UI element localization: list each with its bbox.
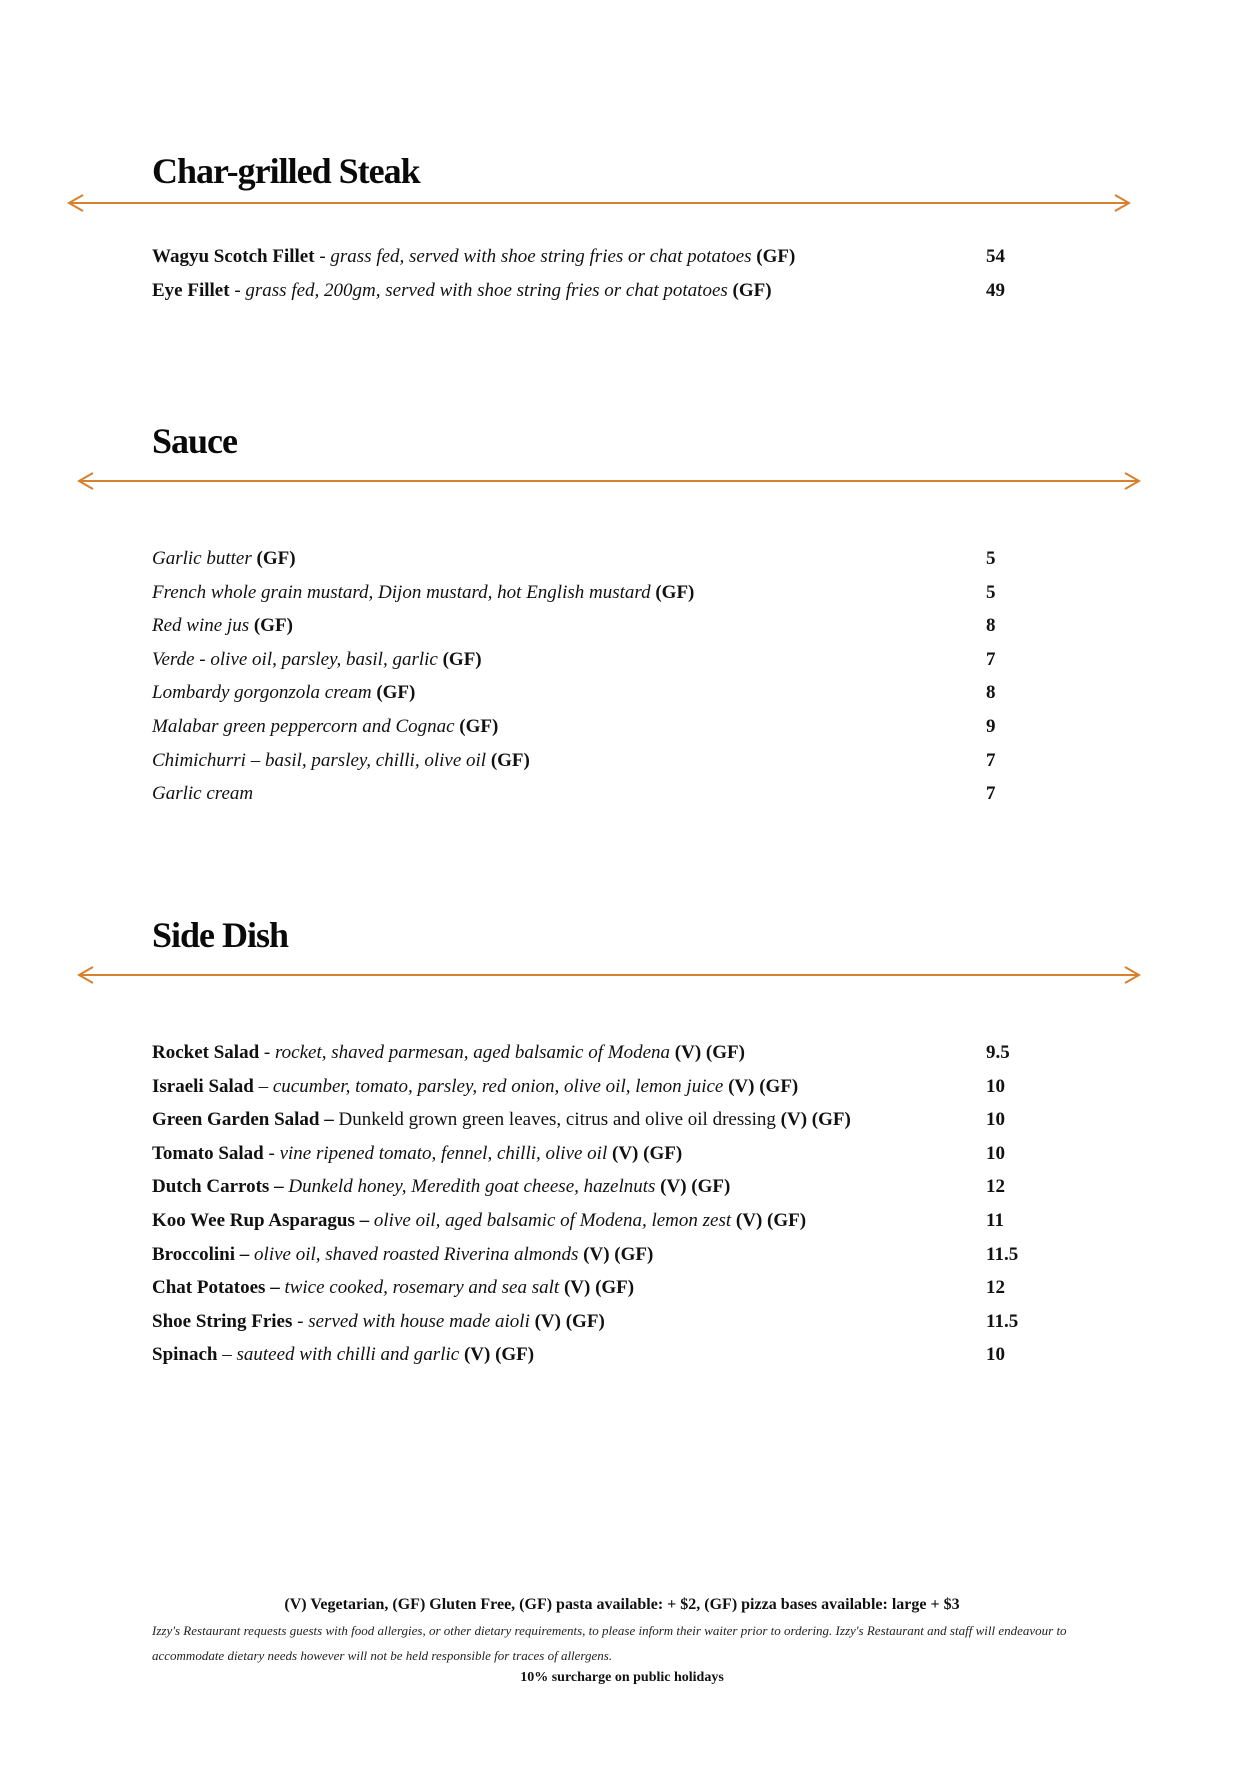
item-name: Garlic butter bbox=[152, 548, 252, 569]
item-separator: – bbox=[265, 1277, 285, 1299]
item-dietary: (V) (GF) bbox=[780, 1109, 851, 1131]
menu-footer bbox=[152, 1596, 1092, 1686]
item-separator: - bbox=[263, 1142, 280, 1164]
item-description: vine ripened tomato, fennel, chilli, olive oil bbox=[279, 1142, 608, 1164]
item-price: 10 bbox=[986, 1344, 1005, 1366]
item-separator: – bbox=[354, 1209, 374, 1231]
item-dietary: (V) (GF) bbox=[660, 1176, 731, 1198]
item-dietary: (V) (GF) bbox=[612, 1142, 683, 1164]
item-separator: - bbox=[229, 279, 246, 301]
item-price: 10 bbox=[986, 1142, 1005, 1164]
item-dietary: (GF) bbox=[253, 615, 293, 637]
item-name: Lombardy gorgonzola cream bbox=[152, 682, 372, 704]
item-name: Dutch Carrots bbox=[152, 1176, 270, 1198]
item-dietary: (GF) bbox=[256, 548, 296, 569]
sides-list bbox=[152, 1036, 1052, 1372]
menu-item bbox=[152, 1137, 1052, 1171]
menu-item bbox=[152, 1170, 1052, 1204]
item-price: 10 bbox=[986, 1075, 1005, 1097]
item-name: Green Garden Salad bbox=[152, 1109, 320, 1131]
item-dietary: (V) (GF) bbox=[463, 1344, 535, 1366]
item-price: 11 bbox=[986, 1209, 1004, 1231]
item-name: Eye Fillet bbox=[152, 279, 230, 301]
item-price: 7 bbox=[986, 783, 996, 805]
item-dietary: (V) (GF) bbox=[563, 1277, 635, 1299]
section-title-sauce: Sauce bbox=[152, 421, 237, 461]
item-price: 7 bbox=[986, 749, 996, 771]
item-name: Verde - olive oil, parsley, basil, garlic bbox=[152, 648, 438, 670]
menu-item bbox=[152, 643, 1052, 677]
item-price: 5 bbox=[986, 548, 996, 569]
item-dietary: (GF) bbox=[459, 715, 499, 737]
item-dietary: (GF) bbox=[490, 749, 530, 771]
menu-item bbox=[152, 542, 1052, 576]
menu-item bbox=[152, 777, 1052, 811]
item-dietary: (V) (GF) bbox=[534, 1310, 605, 1332]
item-description: served with house made aioli bbox=[308, 1310, 530, 1332]
item-price: 12 bbox=[986, 1176, 1005, 1198]
item-name: Chimichurri – basil, parsley, chilli, olive oil bbox=[152, 749, 487, 771]
item-separator: - bbox=[259, 1042, 275, 1063]
item-price: 7 bbox=[986, 648, 996, 670]
menu-item bbox=[152, 274, 1052, 308]
menu-item bbox=[152, 1238, 1052, 1272]
holiday-surcharge: 10% surcharge on public holidays bbox=[520, 1670, 724, 1685]
menu-item bbox=[152, 710, 1052, 744]
item-price: 12 bbox=[986, 1277, 1005, 1299]
item-price: 9.5 bbox=[986, 1042, 1010, 1063]
item-name: Shoe String Fries bbox=[152, 1310, 293, 1332]
menu-item bbox=[152, 1338, 1052, 1372]
item-description: cucumber, tomato, parsley, red onion, olive oil, lemon juice bbox=[272, 1075, 724, 1097]
menu-item bbox=[152, 1305, 1052, 1339]
item-dietary: (GF) bbox=[376, 682, 416, 704]
item-dietary: (GF) bbox=[655, 581, 695, 603]
item-price: 9 bbox=[986, 715, 996, 737]
item-dietary: (V) (GF) bbox=[583, 1243, 654, 1265]
item-dietary: (V) (GF) bbox=[735, 1209, 807, 1231]
item-description: grass fed, 200gm, served with shoe string fries or chat potatoes bbox=[245, 279, 728, 301]
menu-item bbox=[152, 240, 1052, 274]
item-price: 10 bbox=[986, 1109, 1005, 1131]
item-name: Rocket Salad bbox=[152, 1042, 260, 1063]
item-price: 5 bbox=[986, 581, 996, 603]
item-name: French whole grain mustard, Dijon mustard, hot English mustard bbox=[152, 581, 651, 603]
allergy-note: Izzy's Restaurant requests guests with food allergies, or other dietary requirements, to please inform their waiter prior to ordering. Izzy's Restaurant and staff will endeavour to accommodate dietary needs however will not be held responsible for traces of allergens. bbox=[152, 1623, 1067, 1663]
steak-list bbox=[152, 240, 1052, 307]
arrow-divider-sides bbox=[76, 965, 1142, 985]
menu-item bbox=[152, 576, 1052, 610]
menu-item bbox=[152, 1036, 1052, 1070]
item-description: rocket, shaved parmesan, aged balsamic of Modena bbox=[274, 1042, 671, 1063]
item-name: Wagyu Scotch Fillet bbox=[152, 246, 315, 267]
item-dietary: (GF) bbox=[732, 279, 772, 301]
item-dietary: (GF) bbox=[756, 246, 796, 267]
item-description: twice cooked, rosemary and sea salt bbox=[284, 1277, 560, 1299]
item-description: olive oil, shaved roasted Riverina almonds bbox=[254, 1243, 579, 1265]
item-description: sauteed with chilli and garlic bbox=[236, 1344, 460, 1366]
item-name: Chat Potatoes bbox=[152, 1277, 266, 1299]
sauce-list bbox=[152, 542, 1052, 811]
item-separator: – bbox=[235, 1243, 255, 1265]
item-price: 54 bbox=[986, 246, 1005, 267]
item-dietary: (V) (GF) bbox=[674, 1042, 745, 1063]
item-separator: – bbox=[253, 1075, 273, 1097]
item-separator: – bbox=[319, 1109, 339, 1131]
menu-item bbox=[152, 609, 1052, 643]
menu-item bbox=[152, 1204, 1052, 1238]
item-price: 8 bbox=[986, 682, 996, 704]
item-name: Spinach bbox=[152, 1344, 218, 1366]
item-separator: – bbox=[269, 1176, 289, 1198]
item-name: Garlic cream bbox=[152, 783, 254, 805]
arrow-divider-sauce bbox=[76, 471, 1142, 491]
menu-item bbox=[152, 1070, 1052, 1104]
section-title-steak: Char-grilled Steak bbox=[152, 151, 420, 191]
item-name: Malabar green peppercorn and Cognac bbox=[152, 715, 455, 737]
item-description: grass fed, served with shoe string fries or chat potatoes bbox=[330, 246, 752, 267]
item-price: 49 bbox=[986, 279, 1005, 301]
item-dietary: (V) (GF) bbox=[728, 1075, 799, 1097]
item-separator: - bbox=[292, 1310, 309, 1332]
item-separator: – bbox=[217, 1344, 237, 1366]
item-name: Israeli Salad bbox=[152, 1075, 254, 1097]
item-price: 11.5 bbox=[986, 1310, 1019, 1332]
item-description: Dunkeld grown green leaves, citrus and olive oil dressing bbox=[338, 1109, 776, 1131]
item-name: Broccolini bbox=[152, 1243, 236, 1265]
item-name: Red wine jus bbox=[152, 615, 250, 637]
dietary-legend: (V) Vegetarian, (GF) Gluten Free, (GF) pasta available: + $2, (GF) pizza bases available: large + $3 bbox=[284, 1596, 960, 1613]
item-price: 8 bbox=[986, 615, 996, 637]
item-name: Tomato Salad bbox=[152, 1142, 264, 1164]
item-separator: - bbox=[314, 246, 331, 267]
item-dietary: (GF) bbox=[442, 648, 482, 670]
menu-item bbox=[152, 1271, 1052, 1305]
menu-item bbox=[152, 676, 1052, 710]
menu-item bbox=[152, 1103, 1052, 1137]
item-price: 11.5 bbox=[986, 1243, 1019, 1265]
arrow-divider-steak bbox=[66, 193, 1132, 213]
item-name: Koo Wee Rup Asparagus bbox=[152, 1209, 355, 1231]
section-title-sides: Side Dish bbox=[152, 915, 289, 955]
menu-item bbox=[152, 744, 1052, 778]
item-description: olive oil, aged balsamic of Modena, lemon zest bbox=[373, 1209, 732, 1231]
item-description: Dunkeld honey, Meredith goat cheese, hazelnuts bbox=[288, 1176, 656, 1198]
